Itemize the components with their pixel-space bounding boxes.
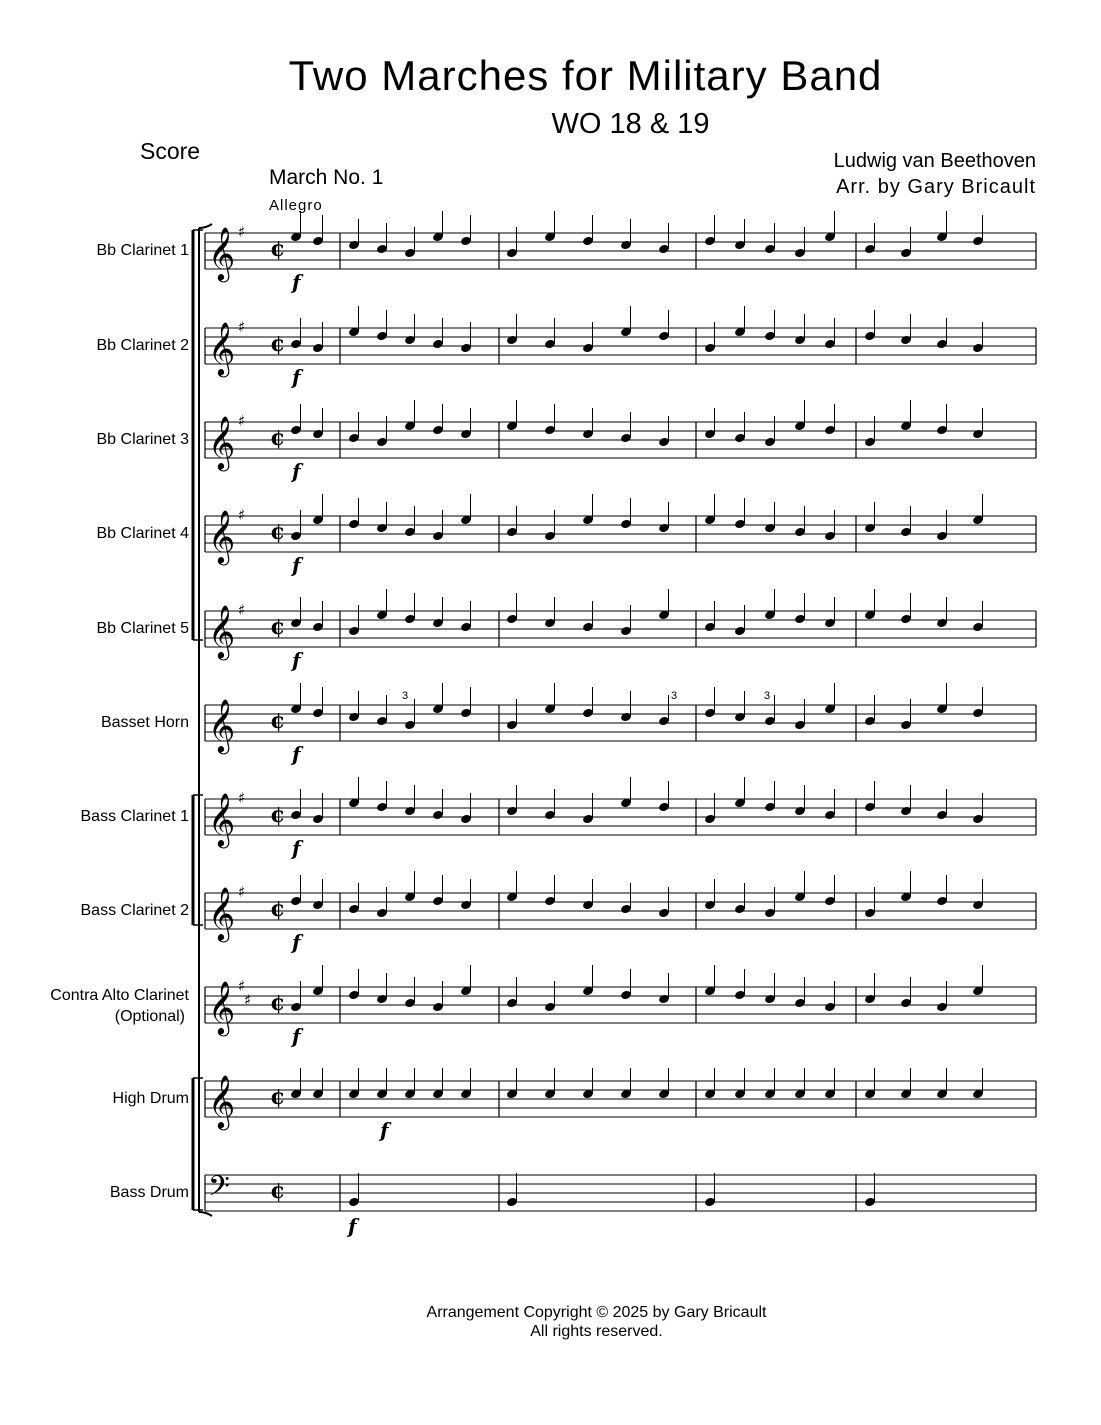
dynamic-marking: f (380, 1118, 389, 1142)
score-subtitle: WO 18 & 19 (551, 108, 710, 140)
sharp-icon: ♯ (238, 318, 246, 336)
sharp-icon: ♯ (238, 789, 246, 807)
cut-time-icon: ¢ (270, 236, 286, 262)
treble-clef-icon: 𝄞 (208, 1074, 236, 1128)
instrument-name: Bb Clarinet 1 (96, 242, 189, 259)
cut-time-icon: ¢ (270, 614, 286, 640)
treble-clef-icon: 𝄞 (208, 604, 236, 658)
rights-line: All rights reserved. (530, 1323, 663, 1340)
treble-clef-icon: 𝄞 (208, 698, 236, 752)
bass-clef-icon: 𝄢 (208, 1170, 230, 1210)
cut-time-icon: ¢ (270, 708, 286, 734)
score-title: Two Marches for Military Band (288, 52, 883, 99)
composer-credit: Ludwig van Beethoven (833, 150, 1036, 172)
dynamic-marking: f (292, 930, 301, 954)
instrument-name: Bb Clarinet 5 (96, 620, 189, 637)
instrument-name: Bb Clarinet 3 (96, 431, 189, 448)
cut-time-icon: ¢ (270, 802, 286, 828)
copyright-line: Arrangement Copyright © 2025 by Gary Bricault (426, 1304, 767, 1321)
sharp-icon: ♯ (238, 883, 246, 901)
cut-time-icon: ¢ (270, 1178, 286, 1204)
treble-clef-icon: 𝄞 (208, 226, 236, 280)
sharp-icon: ♯ (238, 506, 246, 524)
dynamic-marking: f (348, 1214, 357, 1238)
instrument-name: Bass Clarinet 2 (80, 902, 189, 919)
dynamic-marking: f (292, 270, 301, 294)
instrument-name-note: (Optional) (114, 1008, 185, 1025)
sharp-icon: ♯ (238, 223, 246, 241)
cut-time-icon: ¢ (270, 331, 286, 357)
instrument-name: Bass Drum (109, 1184, 189, 1201)
instrument-name: High Drum (112, 1090, 189, 1107)
dynamic-marking: f (292, 365, 301, 389)
instrument-name: Bb Clarinet 2 (96, 337, 189, 354)
tuplet-number: 3 (671, 690, 678, 702)
dynamic-marking: f (292, 648, 301, 672)
dynamic-marking: f (292, 742, 301, 766)
tuplet-number: 3 (402, 690, 409, 702)
instrument-name: Contra Alto Clarinet (50, 987, 189, 1004)
treble-clef-icon: 𝄞 (208, 980, 236, 1034)
sharp-icon: ♯ (238, 412, 246, 430)
treble-clef-icon: 𝄞 (208, 792, 236, 846)
dynamic-marking: f (292, 553, 301, 577)
treble-clef-icon: 𝄞 (208, 415, 236, 469)
cut-time-icon: ¢ (270, 1084, 286, 1110)
instrument-name: Basset Horn (100, 714, 189, 731)
dynamic-marking: f (292, 836, 301, 860)
treble-clef-icon: 𝄞 (208, 886, 236, 940)
cut-time-icon: ¢ (270, 425, 286, 451)
treble-clef-icon: 𝄞 (208, 509, 236, 563)
treble-clef-icon: 𝄞 (208, 321, 236, 375)
instrument-name: Bass Clarinet 1 (80, 808, 189, 825)
sharp-icon: ♯ (244, 991, 252, 1009)
dynamic-marking: f (292, 1024, 301, 1048)
movement-title: March No. 1 (269, 166, 384, 189)
instrument-name: Bb Clarinet 4 (96, 525, 189, 542)
cut-time-icon: ¢ (270, 990, 286, 1016)
tempo-marking: Allegro (269, 197, 323, 214)
dynamic-marking: f (292, 459, 301, 483)
tuplet-number: 3 (764, 690, 771, 702)
score-label: Score (140, 138, 201, 164)
copyright-notice (46, 1303, 1101, 1341)
sharp-icon: ♯ (238, 977, 246, 995)
system-bracket-bottom (199, 1212, 212, 1216)
arranger-credit: Arr. by Gary Bricault (836, 176, 1036, 198)
cut-time-icon: ¢ (270, 896, 286, 922)
sharp-icon: ♯ (238, 601, 246, 619)
cut-time-icon: ¢ (270, 519, 286, 545)
